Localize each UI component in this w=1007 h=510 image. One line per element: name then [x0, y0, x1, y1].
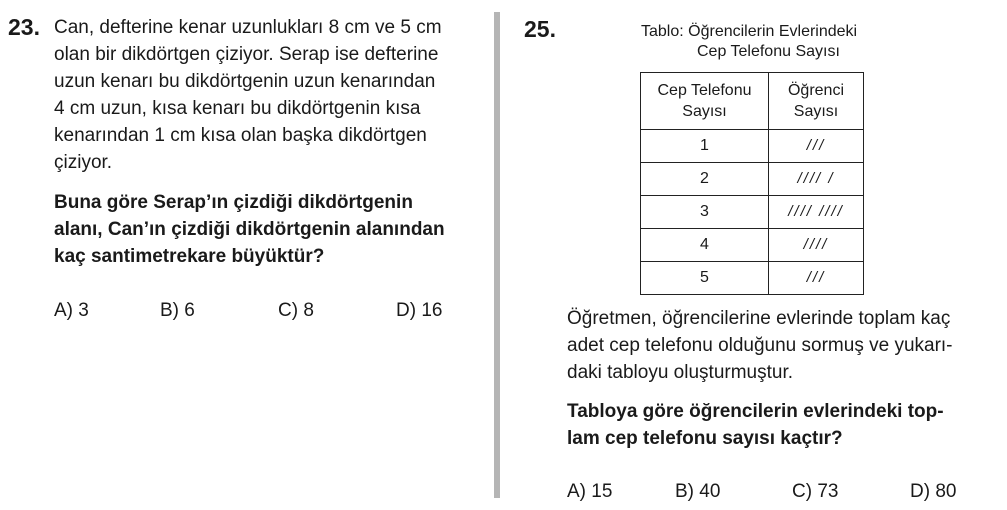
table-caption-line: Tablo: Öğrencilerin Evlerindeki: [641, 23, 858, 40]
table-row: [641, 196, 864, 229]
question-23-prompt-line: Buna göre Serap’ın çizdiği dikdörtgenin: [54, 192, 413, 213]
question-23-body-line: Can, defterine kenar uzunlukları 8 cm ve 5 cm: [54, 17, 442, 38]
question-25-choice-d[interactable]: D) 80: [910, 481, 957, 502]
column-divider: [494, 12, 500, 498]
question-25-body-line: Öğretmen, öğrencilerine evlerinde toplam kaç: [567, 308, 951, 329]
question-25-body-line: adet cep telefonu olduğunu sormuş ve yukarı-: [567, 335, 953, 356]
question-25-prompt-line: Tabloya göre öğrencilerin evlerindeki top-: [567, 401, 944, 422]
tally-cell: [769, 196, 864, 229]
question-25-choice-c[interactable]: C) 73: [792, 481, 839, 502]
question-23-body-line: 4 cm uzun, kısa kenarı bu dikdörtgenin kısa: [54, 98, 421, 119]
tally-cell: [769, 229, 864, 262]
question-25-prompt-line: lam cep telefonu sayısı kaçtır?: [567, 428, 843, 449]
question-23-choice-b[interactable]: B) 6: [160, 300, 195, 321]
question-23-body-line: kenarından 1 cm kısa olan başka dikdörtgen: [54, 125, 427, 146]
header-line: Öğrenci: [787, 82, 845, 99]
header-line: Sayısı: [682, 103, 727, 120]
question-23-choice-c[interactable]: C) 8: [278, 300, 314, 321]
phone-count-cell: 5: [641, 262, 769, 295]
tally-cell: [769, 163, 864, 196]
question-25-body-line: daki tabloyu oluşturmuştur.: [567, 362, 794, 383]
table-row: [641, 262, 864, 295]
phone-count-cell: 2: [641, 163, 769, 196]
question-25-choice-a[interactable]: A) 15: [567, 481, 613, 502]
tally-marks: //// /: [797, 170, 835, 187]
phone-count-cell: 1: [641, 130, 769, 163]
question-25-number: 25.: [524, 16, 556, 42]
question-23-prompt-line: alanı, Can’ın çizdiği dikdörtgenin alanından: [54, 219, 445, 240]
table-row: [641, 163, 864, 196]
phone-count-cell: 3: [641, 196, 769, 229]
tally-marks: ///: [806, 269, 826, 286]
phone-count-cell: 4: [641, 229, 769, 262]
question-23-choice-d[interactable]: D) 16: [396, 300, 443, 321]
header-line: Sayısı: [793, 103, 839, 120]
question-23-choice-a[interactable]: A) 3: [54, 300, 89, 321]
question-23-body-line: uzun kenarı bu dikdörtgenin uzun kenarından: [54, 71, 436, 92]
tally-cell: [769, 130, 864, 163]
tally-cell: [769, 262, 864, 295]
header-student-count: [769, 73, 864, 130]
header-phone-count: [641, 73, 769, 130]
question-23-number: 23.: [8, 14, 40, 40]
phone-count-table: [640, 72, 864, 295]
table-row: [641, 229, 864, 262]
header-line: Cep Telefonu: [657, 82, 752, 99]
tally-marks: //// ////: [788, 203, 844, 220]
tally-marks: ///: [806, 137, 826, 154]
tally-marks: ////: [803, 236, 829, 253]
table-header-row: [641, 73, 864, 130]
question-23-body-line: olan bir dikdörtgen çiziyor. Serap ise defterine: [54, 44, 439, 65]
table-row: [641, 130, 864, 163]
question-23-prompt-line: kaç santimetrekare büyüktür?: [54, 246, 325, 267]
question-23-body-line: çiziyor.: [54, 152, 113, 173]
table-caption-line: Cep Telefonu Sayısı: [697, 43, 840, 60]
question-25-choice-b[interactable]: B) 40: [675, 481, 721, 502]
